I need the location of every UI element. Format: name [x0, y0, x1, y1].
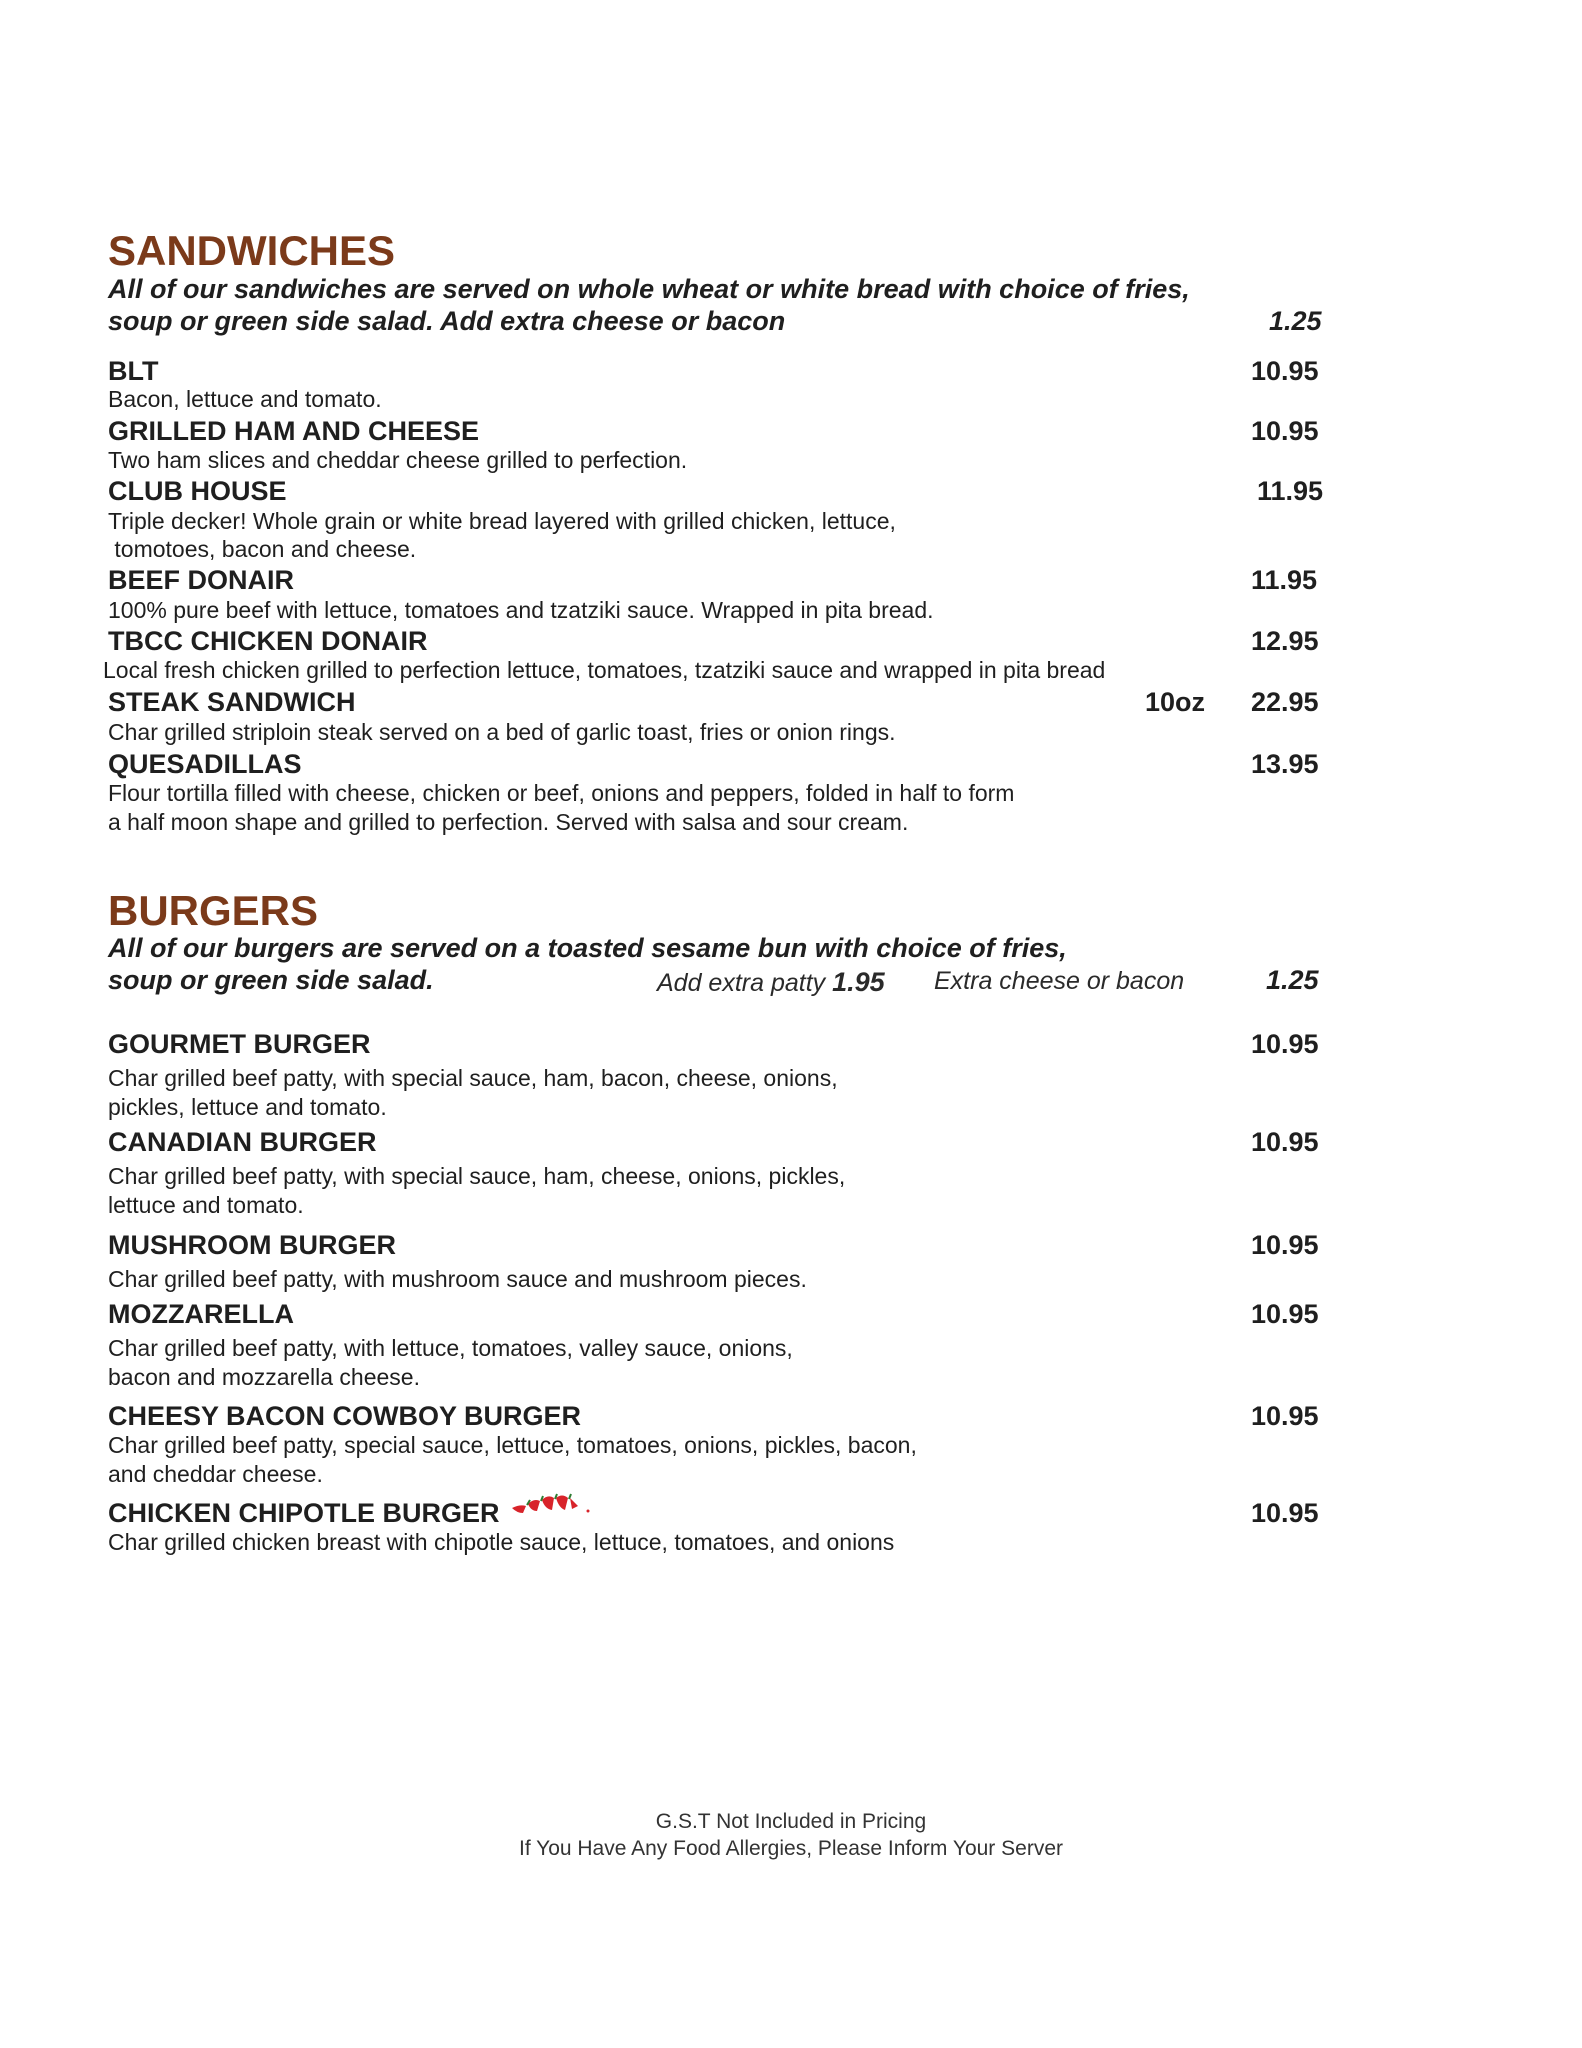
item-name-club-house: CLUB HOUSE — [108, 476, 287, 506]
burgers-intro-line-2: soup or green side salad. — [108, 965, 434, 995]
item-desc-gourmet-burger-line-2: pickles, lettuce and tomato. — [108, 1094, 387, 1120]
sandwiches-heading: SANDWICHES — [108, 227, 396, 274]
item-desc-mozzarella-line-2: bacon and mozzarella cheese. — [108, 1364, 420, 1390]
extra-patty-price: 1.95 — [832, 967, 885, 997]
item-name-beef-donair: BEEF DONAIR — [108, 565, 295, 595]
item-price-grilled-ham-and-cheese: 10.95 — [1251, 416, 1319, 446]
extra-patty-label: Add extra patty — [657, 969, 826, 997]
item-desc-cheesy-bacon-cowboy-burger-line-1: Char grilled beef patty, special sauce, lettuce, tomatoes, onions, pickles, bacon, — [108, 1432, 917, 1458]
item-desc-blt: Bacon, lettuce and tomato. — [108, 386, 382, 412]
item-desc-grilled-ham-and-cheese: Two ham slices and cheddar cheese grilled to perfection. — [108, 447, 688, 473]
item-price-beef-donair: 11.95 — [1251, 565, 1318, 595]
item-size-steak-sandwich: 10oz — [1145, 687, 1206, 717]
item-name-mozzarella: MOZZARELLA — [108, 1299, 294, 1329]
item-name-steak-sandwich: STEAK SANDWICH — [108, 687, 356, 717]
chili-pepper-icon — [510, 1492, 596, 1518]
item-desc-canadian-burger-line-2: lettuce and tomato. — [108, 1192, 304, 1218]
item-name-canadian-burger: CANADIAN BURGER — [108, 1127, 377, 1157]
item-price-steak-sandwich: 22.95 — [1251, 687, 1319, 717]
item-price-tbcc-chicken-donair: 12.95 — [1251, 626, 1319, 656]
item-name-mushroom-burger: MUSHROOM BURGER — [108, 1230, 396, 1260]
sandwiches-intro-line-2: soup or green side salad. Add extra cheese or bacon — [108, 306, 786, 336]
item-desc-gourmet-burger-line-1: Char grilled beef patty, with special sauce, ham, bacon, cheese, onions, — [108, 1065, 838, 1091]
item-price-blt: 10.95 — [1251, 356, 1319, 386]
item-name-gourmet-burger: GOURMET BURGER — [108, 1029, 371, 1059]
item-desc-mushroom-burger: Char grilled beef patty, with mushroom sauce and mushroom pieces. — [108, 1266, 807, 1292]
extra-cheese-price: 1.25 — [1266, 965, 1319, 995]
item-price-gourmet-burger: 10.95 — [1251, 1029, 1319, 1059]
burgers-heading: BURGERS — [108, 887, 319, 934]
item-name-cheesy-bacon-cowboy-burger: CHEESY BACON COWBOY BURGER — [108, 1401, 582, 1431]
item-desc-quesadillas-line-1: Flour tortilla filled with cheese, chicken or beef, onions and peppers, folded in half to form — [108, 780, 1015, 806]
item-name-grilled-ham-and-cheese: GRILLED HAM AND CHEESE — [108, 416, 480, 446]
item-desc-cheesy-bacon-cowboy-burger-line-2: and cheddar cheese. — [108, 1461, 323, 1487]
item-price-mushroom-burger: 10.95 — [1251, 1230, 1319, 1260]
sandwiches-intro-line-1: All of our sandwiches are served on whole wheat or white bread with choice of fries, — [108, 274, 1190, 304]
burgers-intro-line-1: All of our burgers are served on a toasted sesame bun with choice of fries, — [108, 933, 1067, 963]
item-price-cheesy-bacon-cowboy-burger: 10.95 — [1251, 1401, 1319, 1431]
item-desc-steak-sandwich: Char grilled striploin steak served on a bed of garlic toast, fries or onion rings. — [108, 719, 896, 745]
item-desc-beef-donair: 100% pure beef with lettuce, tomatoes and tzatziki sauce. Wrapped in pita bread. — [108, 597, 934, 623]
item-desc-mozzarella-line-1: Char grilled beef patty, with lettuce, tomatoes, valley sauce, onions, — [108, 1335, 793, 1361]
extra-patty-addon — [657, 969, 885, 996]
item-desc-club-house-line-2: tomotoes, bacon and cheese. — [108, 536, 417, 562]
item-name-chicken-chipotle-burger: CHICKEN CHIPOTLE BURGER — [108, 1498, 500, 1528]
item-name-tbcc-chicken-donair: TBCC CHICKEN DONAIR — [108, 626, 428, 656]
item-desc-club-house-line-1: Triple decker! Whole grain or white bread layered with grilled chicken, lettuce, — [108, 508, 896, 534]
item-desc-tbcc-chicken-donair: Local fresh chicken grilled to perfection lettuce, tomatoes, tzatziki sauce and wrapped in pita bread — [103, 657, 1106, 683]
footer-gst-note: G.S.T Not Included in Pricing — [655, 1810, 927, 1833]
item-price-canadian-burger: 10.95 — [1251, 1127, 1319, 1157]
item-desc-quesadillas-line-2: a half moon shape and grilled to perfection. Served with salsa and sour cream. — [108, 809, 909, 835]
item-price-quesadillas: 13.95 — [1251, 749, 1319, 779]
item-desc-canadian-burger-line-1: Char grilled beef patty, with special sauce, ham, cheese, onions, pickles, — [108, 1163, 846, 1189]
item-price-chicken-chipotle-burger: 10.95 — [1251, 1498, 1319, 1528]
extra-cheese-label: Extra cheese or bacon — [934, 967, 1185, 995]
item-price-mozzarella: 10.95 — [1251, 1299, 1319, 1329]
item-price-club-house: 11.95 — [1257, 476, 1324, 506]
sandwiches-extra-price: 1.25 — [1269, 306, 1322, 336]
footer-allergy-note: If You Have Any Food Allergies, Please Inform Your Server — [519, 1837, 1063, 1860]
item-name-quesadillas: QUESADILLAS — [108, 749, 302, 779]
item-name-blt: BLT — [108, 356, 159, 386]
item-desc-chicken-chipotle-burger: Char grilled chicken breast with chipotle sauce, lettuce, tomatoes, and onions — [108, 1529, 895, 1555]
